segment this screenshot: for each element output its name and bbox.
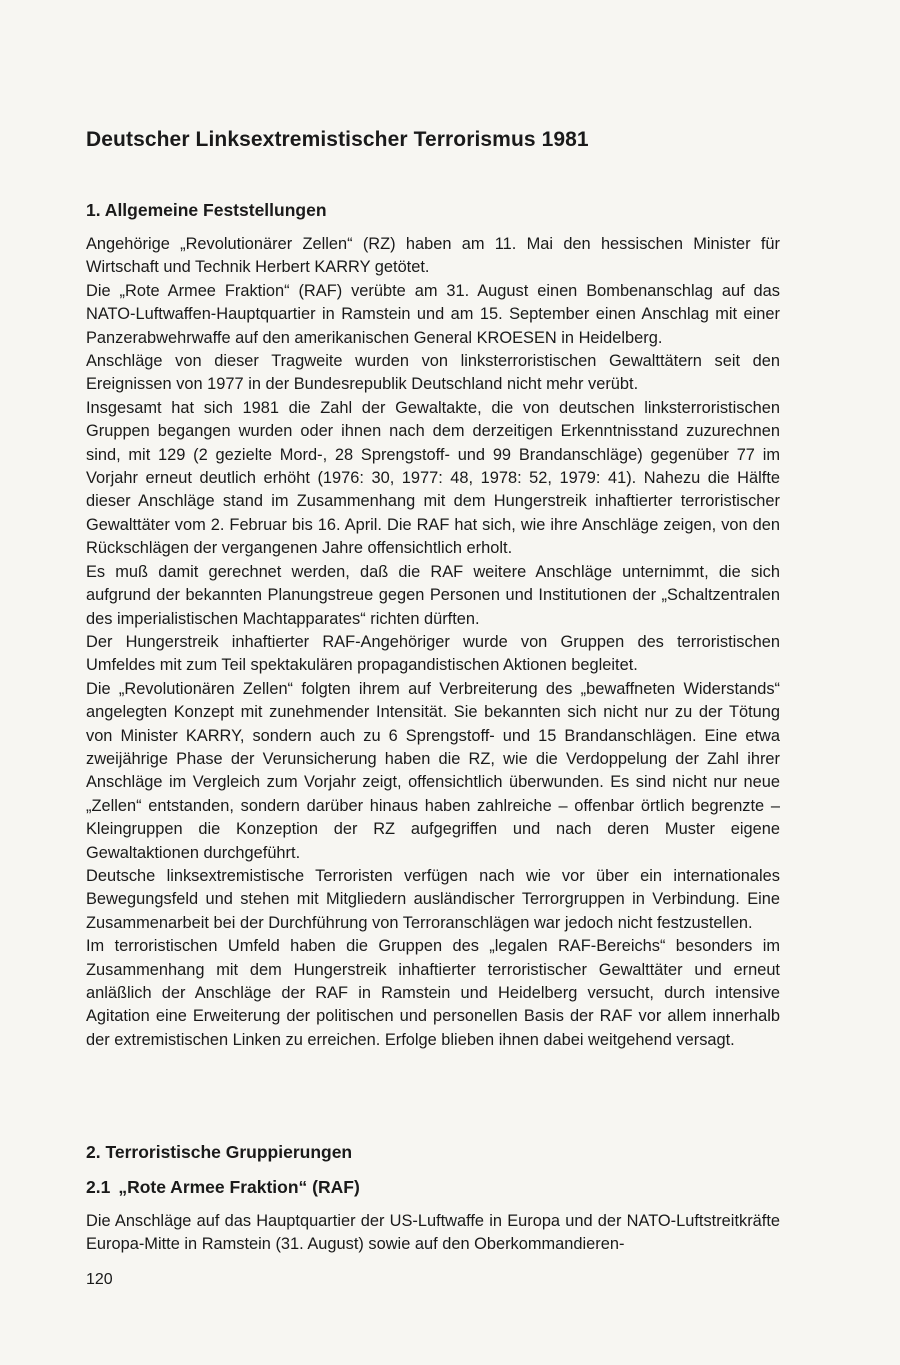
subsection-title: „Rote Armee Fraktion“ (RAF) — [118, 1177, 360, 1197]
paragraph: Anschläge von dieser Tragweite wurden von linksterroristischen Gewalttätern seit den Ereignissen von 1977 in der Bundesrepublik Deutschland nicht mehr verübt. — [86, 352, 780, 394]
page-number: 120 — [86, 1271, 113, 1288]
paragraph: Es muß damit gerechnet werden, daß die RAF weitere Anschläge unternimmt, die sich aufgrund der bekannten Planungstreue gegen Personen und Institutionen der „Schaltzentralen des imperialistischen Machtapparates“ richten dürften. — [86, 562, 780, 628]
page-title: Deutscher Linksextremistischer Terrorismus 1981 — [86, 128, 589, 151]
paragraph: Insgesamt hat sich 1981 die Zahl der Gewaltakte, die von deutschen linksterroristischen Gruppen begangen wurden oder ihnen nach dem derzeitigen Erkenntnisstand zuzurechnen sind, mit 129 (2 gezielte Mord-, 28 Sprengstoff- und 99 Brandanschläge) gegenüber 77 im Vorjahr erneut deutlich erhöht (1976: 30, 1977: 48, 1978: 52, 1979: 41). Nahezu die Hälfte dieser Anschläge stand im Zusammenhang mit dem Hungerstreik inhaftierter terroristischer Gewalttäter vom 2. Februar bis 16. April. Die RAF hat sich, wie ihre Anschläge zeigen, von den Rückschlägen der vergangenen Jahre offensichtlich erholt. — [86, 398, 780, 558]
paragraph: Angehörige „Revolutionärer Zellen“ (RZ) haben am 11. Mai den hessischen Minister für Wirtschaft und Technik Herbert KARRY getötet. — [86, 235, 780, 277]
section-heading-terroristische-gruppierungen: 2. Terroristische Gruppierungen — [86, 1142, 353, 1162]
paragraph: Im terroristischen Umfeld haben die Gruppen des „legalen RAF-Bereichs“ besonders im Zusammenhang mit dem Hungerstreik inhaftierter terroristischer Gewalttäter und erneut anläßlich der Anschläge der RAF in Ramstein und Heidelberg versucht, durch intensive Agitation eine Erweiterung der politischen und personellen Basis der RAF vor allem innerhalb der extremistischen Linken zu erreichen. Erfolge blieben ihnen dabei weitgehend versagt. — [86, 937, 780, 1049]
paragraph: Die „Rote Armee Fraktion“ (RAF) verübte am 31. August einen Bombenanschlag auf das NATO-Luftwaffen-Hauptquartier in Ramstein und am 15. September einen Anschlag mit einer Panzerabwehrwaffe auf den amerikanischen General KROESEN in Heidelberg. — [86, 281, 780, 347]
subsection-number: 2.1 — [86, 1177, 111, 1197]
paragraph: Der Hungerstreik inhaftierter RAF-Angehöriger wurde von Gruppen des terroristischen Umfeldes mit zum Teil spektakulären propagandistischen Aktionen begleitet. — [86, 632, 780, 675]
section-2-body — [86, 1210, 780, 1257]
subsection-heading-raf — [86, 1177, 360, 1198]
paragraph: Die „Revolutionären Zellen“ folgten ihrem auf Verbreiterung des „bewaffneten Widerstands“ angelegten Konzept mit zunehmender Intensität. Sie bekannten sich nicht nur zu der Tötung von Minister KARRY, sondern auch zu 6 Sprengstoff- und 15 Brandanschlägen. Eine etwa zweijährige Phase der Verunsicherung haben die RZ, wie die Verdoppelung der Zahl ihrer Anschläge im Vergleich zum Vorjahr zeigt, offensichtlich überwunden. Es sind nicht nur neue „Zellen“ entstanden, sondern darüber hinaus haben zahlreiche – offenbar örtlich begrenzte – Kleingruppen die Konzeption der RZ aufgegriffen und nach deren Muster eigene Gewaltaktionen durchgeführt. — [86, 679, 780, 862]
paragraph: Deutsche linksextremistische Terroristen verfügen nach wie vor über ein internationales Bewegungsfeld und stehen mit Mitgliedern ausländischer Terrorgruppen in Verbindung. Eine Zusammenarbeit bei der Durchführung von Terroranschlägen war jedoch nicht festzustellen. — [86, 866, 780, 932]
section-heading-allgemeine-feststellungen: 1. Allgemeine Feststellungen — [86, 200, 327, 220]
section-1-body — [86, 233, 780, 1052]
paragraph: Die Anschläge auf das Hauptquartier der US-Luftwaffe in Europa und der NATO-Luftstreitkräfte Europa-Mitte in Ramstein (31. August) sowie auf den Oberkommandieren- — [86, 1212, 780, 1254]
